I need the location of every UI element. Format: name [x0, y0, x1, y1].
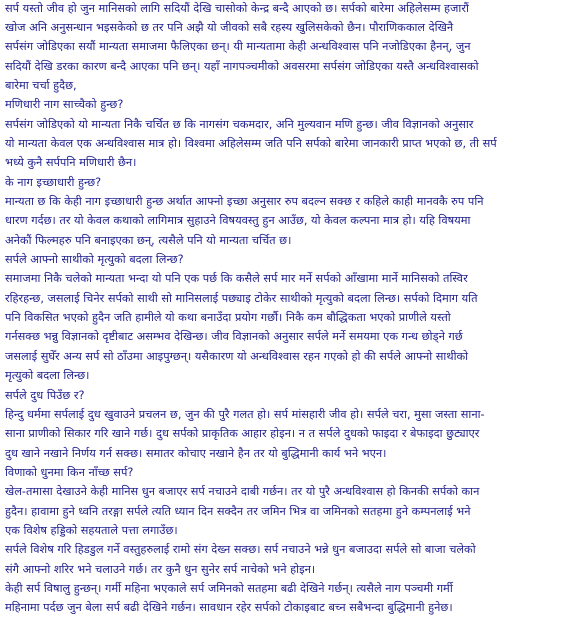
text-line: दुध खाने नखाने निर्णय गर्न सक्छ। समातर कोचाए नखाने हैन तर यो बुद्धिमानी कार्य भने भएन।	[5, 447, 387, 460]
section-heading: विणाको धुनमा किन नाँच्छ सर्प?	[5, 466, 134, 479]
section-heading: सर्पले दुध पिउँछ र?	[5, 389, 85, 402]
text-line: महिनामा पर्दछ जुन बेला सर्प बढी देखिने गर्छन। सावधान रहेर सर्पको टोकाइबाट बच्न सबैभन्दा बुद्धिमानी हुनेछ।	[5, 601, 453, 614]
section-heading: के नाग इच्छाधारी हुन्छ?	[5, 176, 102, 189]
text-line: हुदैन। हावामा हुने ध्वनि तरङ्गा सर्पले त्यति ध्यान दिन सक्दैन तर जमिन भित्र वा जमिनको सतहमा हुने कम्पनलाई भने	[5, 505, 471, 518]
section-heading: मणिधारी नाग साच्चैको हुन्छ?	[5, 98, 124, 111]
text-line: एक विशेष हड्डिको सहयताले पत्ता लगाउँछ।	[5, 524, 178, 537]
text-line: यो मान्यता केवल एक अन्धविश्वास मात्र हो। विश्वमा अहिलेसम्म जति पनि सर्पको बारेमा जानकारी प्राप्त भएको छ, ती सर्प	[5, 137, 497, 150]
section-heading: सर्पले आफ्नो साथीको मृत्युको बदला लिन्छ?	[5, 253, 184, 266]
text-line: अनेकौं फिल्महरु पनि बनाइएका छन्, त्यसैले पनि यो मान्यता चर्चित छ।	[5, 234, 292, 247]
text-line: केही सर्प विषालु हुन्छन्। गर्मी महिना भएकाले सर्प जमिनको सतहमा बढी देखिने गर्छन्। त्यसैले नाग पञ्चमी गर्मी	[5, 582, 453, 595]
text-line: भध्ये कुनै सर्पपनि मणिधारी छैन।	[5, 156, 137, 169]
text-line: रहिरहन्छ, जसलाई चिनेर सर्पको साथी सो मानिसलाई पछ्याइ टोकेर साथीको मृत्युको बदला लिन्छ। सर्पको दिमाग यति	[5, 292, 478, 305]
text-line: मृत्युको बदला लिन्छ।	[5, 369, 90, 382]
text-line: गर्नसक्छ भन्नु विज्ञानको दृष्टीबाट असम्भव देखिन्छ। जीव विज्ञानको अनुसार सर्पले मर्ने समयमा एक गन्ध छोड्ने गर्छ	[5, 330, 463, 343]
text-line: सर्प यस्तो जीव हो जुन मानिसको लागि सदियौं देखि चासोको केन्द्र बन्दै आएको छ। सर्पको बारेमा अहिलेसम्म हजारौं	[5, 2, 469, 15]
text-line: पनि विकसित भएको हुदैन जति हामीले यो कथा बनाउँदा प्रयोग गर्छौ। निकै कम बौद्धिकता भएको प्राणीले यस्तो	[5, 311, 451, 324]
text-line: सर्पसंग जोडिएको यो मान्यता निकै चर्चित छ कि नागसंग चकमदार, अनि मुल्यवान मणि हुन्छ। जीव विज्ञानको अनुसार	[5, 118, 474, 131]
text-line: सर्पसंग जोडिएका सयौं मान्यता समाजमा फैलिएका छन्। यी मान्यतामा केही अन्धविश्वास पनि नजोडिएका हैनन्, जुन	[5, 40, 471, 53]
text-line: समाजमा निकै चलेको मान्यता भन्दा यो पनि एक पर्छ कि कसैले सर्प मार मर्ने सर्पको आँखामा मार्ने मानिसको तस्विर	[5, 272, 468, 285]
text-line: मान्यता छ कि केही नाग इच्छाधारी हुन्छ अर्थात आफ्नो इच्छा अनुसार रुप बदल्न सक्छ र कहिले काही मानवकै रुप पनि	[5, 195, 484, 208]
text-line: साना प्राणीको सिकार गरि खाने गर्छ। दुध सर्पको प्राकृतिक आहार होइन। न त सर्पले दुधको फाइदा र बेफाइदा छुट्याएर	[5, 427, 480, 440]
text-line: धारण गर्दछ। तर यो केवल कथाको लागिमात्र सुहाउने विषयवस्तु हुन आउँछ, यो केवल कल्पना मात्र हो। यहि विषयमा	[5, 214, 471, 227]
text-line: बारेमा चर्चा हुदैछ,	[5, 79, 77, 92]
text-line: जसलाई सुघेँर अन्य सर्प सो ठाँउमा आइपुग्छन्। यसैकारण यो अन्धविश्वास रहन गएको हो की सर्पले आफ्नो साथीको	[5, 350, 469, 363]
text-line: खेल-तमासा देखाउने केही मानिस धुन बजाएर सर्प नचाउने दाबी गर्छन। तर यो पुरै अन्धविश्वास हो किनकी सर्पको कान	[5, 485, 480, 498]
text-line: सदियौं देखि डरका कारण बन्दै आएका पनि छन्। यहाँ नागपञ्चमीको अवसरमा सर्पसंग जोडिएका यस्तै अन्धविश्वासको	[5, 60, 479, 73]
text-line: संगै आफ्नो शरिर भने चलाउने गर्छ। तर कुनै धुन सुनेर सर्प नाचेको भने होइन।	[5, 563, 316, 576]
text-line: हिन्दु धर्ममा सर्पलाई दुध खुवाउने प्रचलन छ, जुन की पुरै गलत हो। सर्प मांसहारी जीव हो। सर्पले चरा, मुसा जस्ता साना-	[5, 408, 485, 421]
text-line: सर्पले विशेष गरि हिडडुल गर्ने वस्तुहरुलाई रामो संग देख्न सक्छ। सर्प नचाउने भन्ने धुन बजाउदा सर्पले सो बाजा चलेको	[5, 543, 476, 556]
text-line: खोज अनि अनुसन्धान भइसकेको छ तर पनि अझै यो जीवको सबै रहस्य खुलिसकेको छैन। पौराणिककाल देखिनै	[5, 21, 454, 34]
